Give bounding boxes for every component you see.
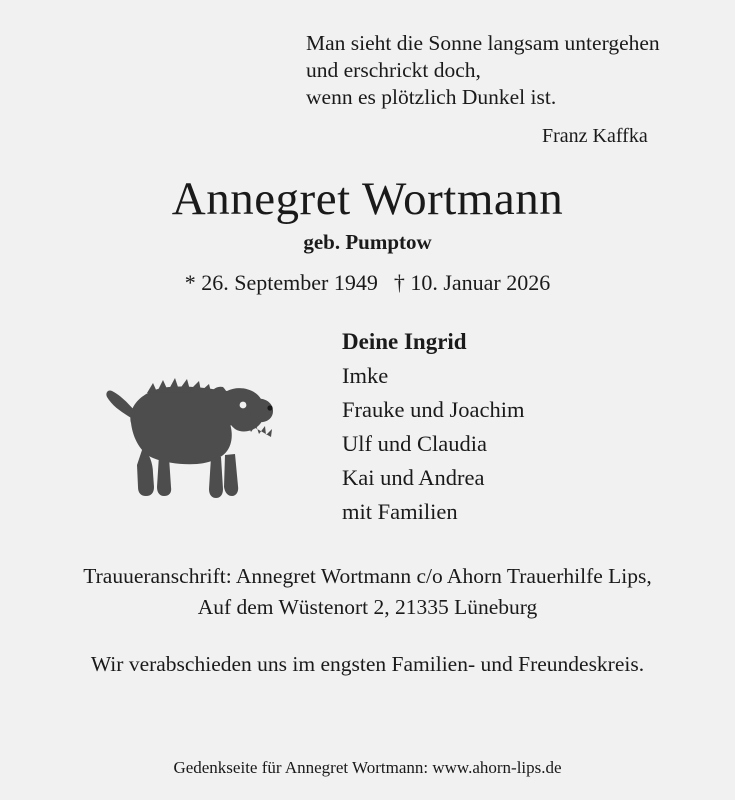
mourning-address xyxy=(32,561,703,623)
family-member-4: Kai und Andrea xyxy=(342,465,485,490)
deceased-dates xyxy=(32,269,703,297)
birth-date: * 26. September 1949 xyxy=(184,270,378,295)
quote-block xyxy=(306,30,703,149)
quote-line-1: Man sieht die Sonne langsam untergehen xyxy=(306,31,660,55)
family-list xyxy=(332,323,703,543)
deceased-maiden-name: geb. Pumptow xyxy=(303,230,432,254)
family-member-0: Deine Ingrid xyxy=(342,329,467,354)
dachshund-illustration xyxy=(32,323,332,543)
quote-line-2: und erschrickt doch, xyxy=(306,58,481,82)
illustration-and-family xyxy=(32,323,703,543)
death-date: † 10. Januar 2026 xyxy=(393,270,551,295)
family-member-5: mit Familien xyxy=(342,499,458,524)
family-member-1: Imke xyxy=(342,363,389,388)
quote-line-3: wenn es plötzlich Dunkel ist. xyxy=(306,85,557,109)
quote-author: Franz Kaffka xyxy=(542,125,648,147)
deceased-name: Annegret Wortmann xyxy=(171,173,564,225)
mourning-address-line-1: Trauueranschrift: Annegret Wortmann c/o Ahorn Trauerhilfe Lips, xyxy=(83,564,652,588)
family-member-2: Frauke und Joachim xyxy=(342,397,525,422)
mourning-address-line-2: Auf dem Wüstenort 2, 21335 Lüneburg xyxy=(197,595,538,619)
family-member-3: Ulf und Claudia xyxy=(342,431,487,456)
farewell-note: Wir verabschieden uns im engsten Familien- und Freundeskreis. xyxy=(90,652,645,676)
memorial-page-link[interactable]: Gedenkseite für Annegret Wortmann: www.ahorn-lips.de xyxy=(173,758,562,777)
